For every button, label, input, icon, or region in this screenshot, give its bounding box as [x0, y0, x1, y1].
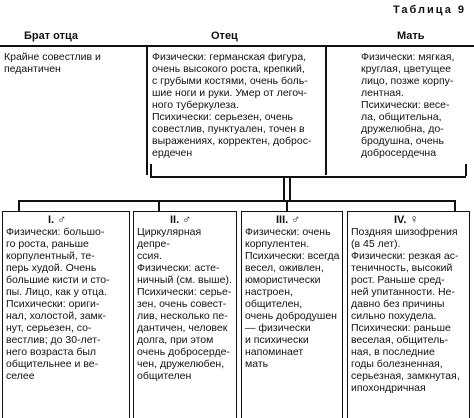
child-2-number: II.: [170, 214, 180, 226]
female-symbol-icon: ♀: [409, 212, 419, 226]
child-1-description: Физически: большо- го роста, раньше корпулентный, те- перь худой. Очень большие кисти и сто- пы. Лицо, как у отца. Психически: ориги- нал, холостой, замк- нут, серьезен, со- вестлив; до 30-лет- него возраста был общительнее и ве- селее: [6, 226, 110, 382]
child-1-header: [48, 212, 66, 226]
father-header: Отец: [211, 30, 238, 42]
male-symbol-icon: ♂: [291, 212, 301, 226]
child-2-description: Циркулярная депре- ссия. Физически: асте- ничный (см. выше). Психически: серье- зен, очень совест- лив, несколько пе- дантичен, человек долга, при этом очень добросерде- чен, дружелюбен, общителен: [137, 226, 232, 382]
mother-header: Мать: [397, 30, 425, 42]
mother-description: Физически: мягкая, круглая, цветущее лицо, позже корпу- лентная. Психически: весе- ла, общительна, дружелюбна, до- бродушна, очень добросердечна: [361, 51, 455, 159]
brother-header: Брат отца: [24, 30, 79, 42]
col-separator-left: [146, 45, 148, 175]
parents-stem-2: [289, 176, 291, 200]
top-rule: [0, 45, 474, 47]
child-3-description: Физически: очень корпулентен. Психически: всегда весел, оживлен, юмористически настроен, общителен, очень добродушен — физически и психически напоминает мать: [245, 226, 340, 370]
father-description: Физически: германская фигура, очень высокого роста, крепкий, с грубыми костями, очень боль- шие ноги и руки. Умер от легоч- ного туберкулеза. Психически: серьезен, очень совестлив, пунктуален, точен в выражениях, корректен, доброс- ердечен: [152, 51, 312, 159]
child-4-description: Поздняя шизофрения (в 45 лет). Физически: резкая ас- теничность, высокий рост. Раньше сред- ней упитанности. Не- давно без причины сильно похудела. Психически: раньше веселая, общитель- ная, в последние годы болезненная, серьезная, замкнутая, ипохондричная: [351, 226, 460, 394]
table-label: Таблица 9: [392, 4, 466, 16]
brother-description: Крайне совестлив и педантичен: [4, 51, 101, 75]
father-bracket-left: [150, 164, 152, 176]
child-3-header: [276, 212, 300, 226]
male-symbol-icon: ♂: [57, 212, 67, 226]
child-4-number: IV.: [394, 214, 407, 226]
child-4-header: [394, 212, 419, 226]
parents-bracket-bottom: [150, 176, 466, 178]
child-1-number: I.: [48, 214, 55, 226]
col-separator-right: [325, 45, 327, 175]
mother-bracket-right: [465, 164, 467, 176]
child-2-header: [170, 212, 191, 226]
child-3-number: III.: [276, 214, 289, 226]
children-connector: [18, 200, 454, 202]
parents-stem-1: [283, 176, 285, 200]
male-symbol-icon: ♂: [182, 212, 192, 226]
